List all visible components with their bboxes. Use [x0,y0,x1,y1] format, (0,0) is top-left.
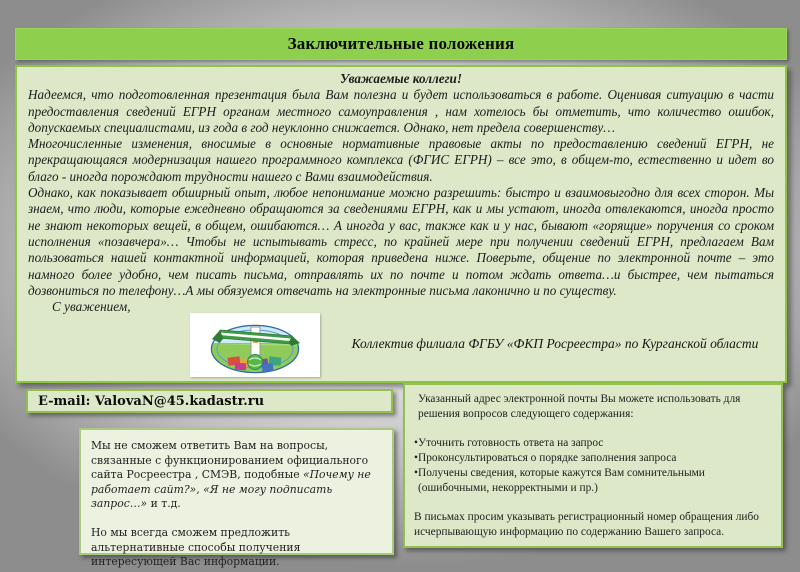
closing-line: С уважением, [52,299,131,315]
bullet-icon: • [414,437,418,449]
left-note-paragraph [91,439,382,512]
signature-line: Коллектив филиала ФГБУ «ФКП Росреестра» по Курганской области [351,336,759,351]
bullet-item [414,466,772,496]
left-note-text: и т.д. [147,497,181,511]
left-note-quote: «Почему не работает сайт?», «Я не могу подписать запрос…» [91,468,371,511]
bullet-text: Проконсультироваться о порядке заполнения запроса [418,452,677,464]
main-paragraph: Многочисленные изменения, вносимые в основные нормативные правовые акты по предоставлению сведений ЕГРН, не прекращающаяся модернизация нашего программного комплекса (ФГИС ЕГРН) – все это, в общем-то, естественно и идет во благо - иногда порождают трудности нашего с Вами взаимодействия. [28,136,774,184]
left-note-paragraph: Но мы всегда сможем предложить альтернативные способы получения интересующей Вас информации. [91,525,301,569]
main-paragraph: Однако, как показывает обширный опыт, любое непонимание можно разрешить: быстро и взаимовыгодно для всех сторон. Мы знаем, что люди, которые ежедневно обращаются за сведениями ЕГРН, как и мы устают, иногда отвлекаются, иногда просто не знают некоторых вещей, в общем, ошибаются… А иногда у вас, также как и у нас, бывают «горящие» поручения со сроком исполнения «позавчера»… Чтобы не испытывать стресс, по крайней мере при получении сведений ЕГРН, предлагаем Вам пользоваться нашей контактной информацией, которая приведена ниже. Поверьте, общение по электронной почте – это намного более удобно, чем писать письма, отправлять их по почте и потом ждать ответа…и быстрее, чем пытаться дозвониться по телефону…А мы обязуемся отвечать на электронные письма лаконично и по существу. [28,185,774,298]
bullet-item [414,451,772,466]
kadastr-emblem-logo [190,313,320,377]
email-box[interactable] [26,389,393,413]
bullet-text: Получены сведения, которые кажутся Вам сомнительными (ошибочными, некорректными и пр.) [418,467,705,494]
greeting-line: Уважаемые коллеги! [340,71,462,86]
slide-title: Заключительные положения [287,34,515,53]
bullet-icon: • [414,452,418,464]
slide-title-bar [15,28,787,60]
bullet-icon: • [414,467,418,479]
main-paragraph: Надеемся, что подготовленная презентация была Вам полезна и будет использоваться в работе. Оценивая ситуацию в части предоставления сведений ЕГРН органам местного самоуправления , нам хотелось бы отметить, что количество ошибок, допускаемых специалистами, из года в год неуклонно снижается. Однако, нет предела совершенству… [28,87,774,135]
right-note-box [403,383,783,548]
right-note-outro: В письмах просим указывать регистрационный номер обращения либо исчерпывающую информацию по содержанию Вашего запроса. [414,511,759,538]
kadastr-emblem-icon [190,313,320,377]
left-note-text: Мы не сможем ответить Вам на вопросы, связанные с функционированием официального сайта Росреестра , СМЭВ, подобные [91,439,369,482]
email-address[interactable]: E-mail: ValovaN@45.kadastr.ru [38,393,265,409]
bullet-text: Уточнить готовность ответа на запрос [418,437,604,449]
left-note-box [79,428,394,569]
right-note-intro: Указанный адрес электронной почты Вы можете использовать для решения вопросов следующего содержания: [418,393,741,420]
bullet-item [414,436,772,451]
